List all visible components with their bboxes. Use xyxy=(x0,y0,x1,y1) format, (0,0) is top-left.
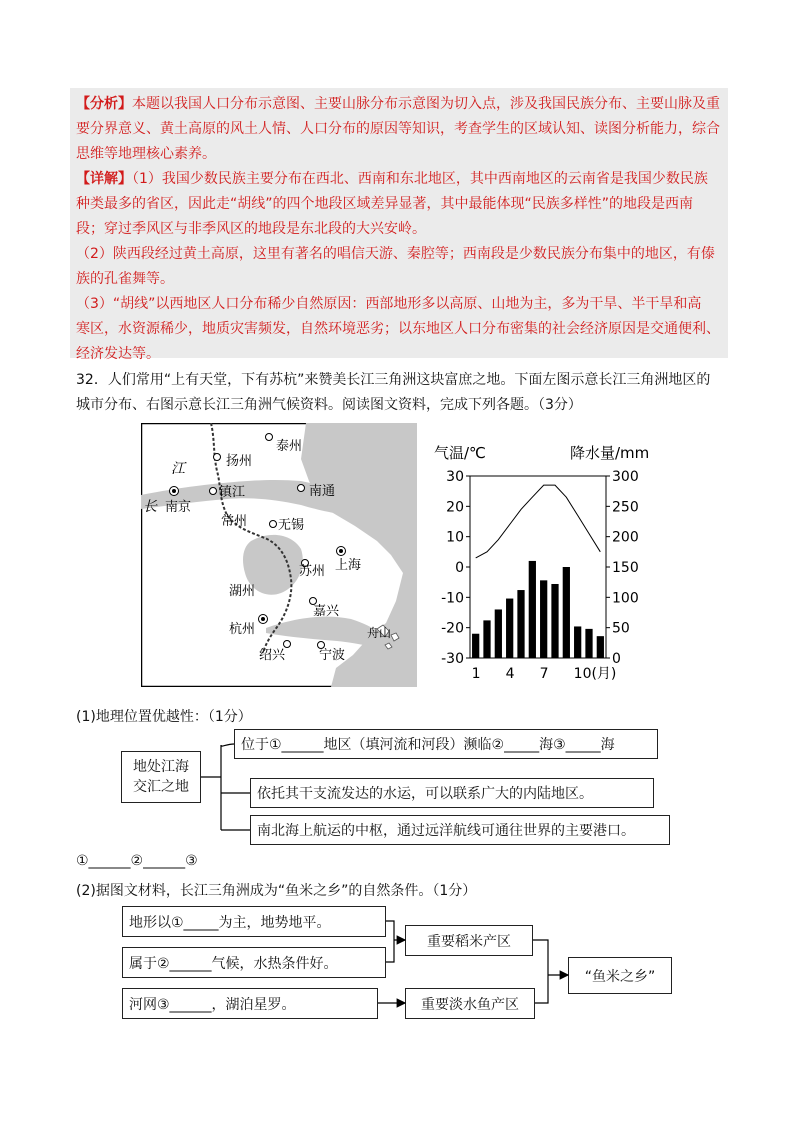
map-label: 南京 xyxy=(165,500,192,515)
analysis-tag: 【分析】 xyxy=(76,96,132,112)
detail-line-6: （3）“胡线”以西地区人口分布稀少自然原因：西部地形多以高原、山地为主，多为干旱、半干旱和高 xyxy=(76,296,702,312)
city-marker xyxy=(339,549,343,553)
x-tick-label: 10(月) xyxy=(573,666,617,682)
map-label: 绍兴 xyxy=(259,648,286,663)
right-tick-label: 150 xyxy=(612,560,639,576)
precip-bar xyxy=(483,620,490,658)
right-tick-label: 0 xyxy=(612,651,621,667)
precip-axis-label: 降水量/mm xyxy=(570,444,650,462)
map-label: 常州 xyxy=(221,514,248,529)
detail-line-3: 段；穿过季风区与非季风区的地段是东北段的大兴安岭。 xyxy=(76,221,426,237)
analysis-line-2: 要分界意义、黄土高原的风土人情、人口分布的原因等知识，考查学生的区域认知、读图分析能力，综合 xyxy=(76,121,720,137)
box-fish-area: 重要淡水鱼产区 xyxy=(405,988,535,1019)
box-climate: 属于②______气候，水热条件好。 xyxy=(122,947,386,978)
city-marker xyxy=(266,434,273,441)
detail-line-4: （2）陕西段经过黄土高原，这里有著名的唱信天游、秦腔等；西南段是少数民族分布集中的地区，有傣 xyxy=(76,246,715,262)
precip-bar xyxy=(563,567,570,658)
box-rivers: 河网③______，湖泊星罗。 xyxy=(122,988,378,1019)
left-tick-label: -30 xyxy=(441,651,464,667)
city-marker xyxy=(261,617,265,621)
precip-bar xyxy=(551,584,558,658)
box-river-section: 位于①______地区（填河流和河段）濒临②_____海③_____海 xyxy=(234,729,658,759)
x-tick-label: 4 xyxy=(505,666,515,682)
box-terrain: 地形以①_____为主，地势地平。 xyxy=(122,906,386,937)
detail-line-5: 族的孔雀舞等。 xyxy=(76,271,174,287)
question-line-2: 城市分布、右图示意长江三角洲气候资料。阅读图文资料，完成下列各题。（3分） xyxy=(76,397,582,413)
precip-bar xyxy=(472,634,479,658)
box-fish-rice-land: “鱼米之乡” xyxy=(568,957,672,994)
precip-bar xyxy=(517,590,524,658)
map-label: 泰州 xyxy=(276,439,303,454)
right-tick-label: 200 xyxy=(612,529,639,546)
right-tick-label: 100 xyxy=(612,590,639,607)
left-tick-label: 20 xyxy=(446,499,464,516)
right-tick-label: 250 xyxy=(612,499,639,516)
map-label: 南通 xyxy=(309,484,336,499)
right-tick-label: 50 xyxy=(612,620,630,637)
analysis-text-1: 本题以我国人口分布示意图、主要山脉分布示意图为切入点，涉及我国民族分布、主要山脉及重 xyxy=(132,96,720,112)
x-tick-label: 1 xyxy=(471,666,481,682)
city-marker xyxy=(210,488,217,495)
map-label: 湖州 xyxy=(229,584,256,599)
map-label: 舟山 xyxy=(367,626,392,640)
part1-title: (1)地理位置优越性：（1分） xyxy=(76,709,252,725)
map-label: 苏州 xyxy=(299,564,326,579)
left-tick-label: -20 xyxy=(441,620,464,637)
climate-chart xyxy=(430,436,660,682)
map-label: 杭州 xyxy=(229,622,256,637)
box-inland-transport: 依托其干支流发达的水运，可以联系广大的内陆地区。 xyxy=(250,778,654,808)
part1-answer: ①______②______③ xyxy=(76,853,198,869)
detail-tag: 【详解】 xyxy=(76,171,132,187)
temperature-curve xyxy=(476,485,601,558)
right-tick-label: 300 xyxy=(612,469,639,485)
part2-title: (2)据图文材料，长江三角洲成为“鱼米之乡”的自然条件。（1分） xyxy=(76,883,477,899)
map-label: 宁波 xyxy=(319,648,346,663)
precip-bar xyxy=(574,626,581,658)
map-label: 长 xyxy=(143,499,157,515)
precip-bar xyxy=(506,599,513,658)
left-tick-label: 10 xyxy=(446,529,464,546)
x-tick-label: 7 xyxy=(539,666,549,682)
detail-line-2: 种类最多的省区，因此走“胡线”的四个地段区域差异显著，其中最能体现“民族多样性”的地段是西南 xyxy=(76,196,694,212)
analysis-line-3: 思维等地理核心素养。 xyxy=(76,146,216,162)
precip-bar xyxy=(585,629,592,658)
city-marker xyxy=(214,454,221,461)
temp-axis-label: 气温/℃ xyxy=(434,444,486,462)
delta-map xyxy=(141,423,417,687)
detail-line-1 xyxy=(76,170,708,188)
detail-text-1: （1）我国少数民族主要分布在西北、西南和东北地区，其中西南地区的云南省是我国少数民族 xyxy=(132,171,708,187)
detail-line-7: 寒区，水资源稀少，地质灾害频发，自然环境恶劣；以东地区人口分布密集的社会经济原因是交通便利、 xyxy=(76,321,720,337)
city-marker xyxy=(270,521,277,528)
precip-bar xyxy=(540,580,547,658)
city-marker xyxy=(298,485,305,492)
detail-line-8: 经济发达等。 xyxy=(76,346,160,362)
box-shipping-hub: 南北海上航运的中枢，通过远洋航线可通往世界的主要港口。 xyxy=(250,815,670,845)
analysis-line-1 xyxy=(76,95,720,113)
map-label: 江 xyxy=(171,461,185,477)
map-label: 镇江 xyxy=(219,485,246,500)
map-label: 无锡 xyxy=(278,518,305,533)
left-tick-label: 0 xyxy=(455,560,464,576)
map-label: 上海 xyxy=(335,558,362,573)
box-rice-area: 重要稻米产区 xyxy=(405,925,533,956)
left-tick-label: -10 xyxy=(441,590,464,607)
city-marker xyxy=(284,641,291,648)
map-label: 扬州 xyxy=(226,454,253,469)
left-box-location xyxy=(121,751,201,803)
city-marker xyxy=(172,489,176,493)
precip-bar xyxy=(495,609,502,658)
precip-bar xyxy=(597,636,604,658)
left-tick-label: 30 xyxy=(446,469,464,485)
map-label: 嘉兴 xyxy=(313,604,340,619)
question-line-1: 32．人们常用“上有天堂，下有苏杭”来赞美长江三角洲这块富庶之地。下面左图示意长江三角洲地区的 xyxy=(76,372,711,388)
left-box-line-1: 地处江海 xyxy=(133,759,189,775)
left-box-line-2: 交汇之地 xyxy=(133,779,189,795)
precip-bar xyxy=(529,561,536,658)
